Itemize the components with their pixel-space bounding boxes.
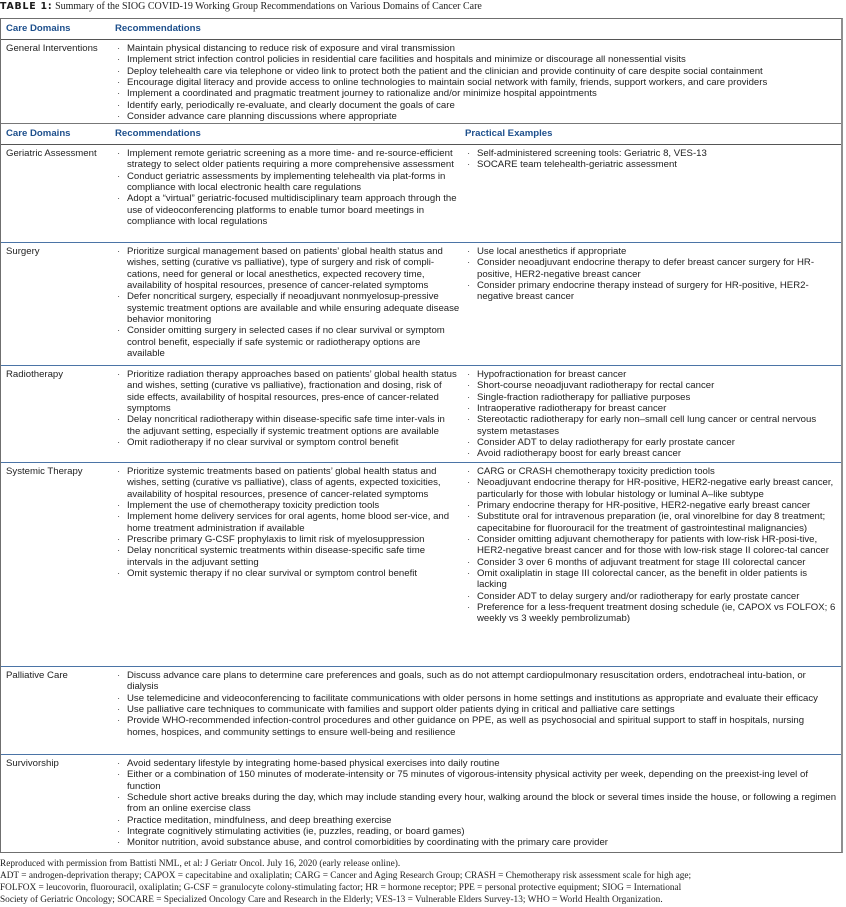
table-row-palliative-care	[1, 666, 841, 754]
table-header-row	[1, 19, 841, 39]
list-item: · Provide WHO-recommended infection-control procedures and other guidance on PPE, as well as psychosocial and spiritual support to staff in hospitals, nursing homes, hospices, and community settings to ensure well-being and resilience	[115, 715, 837, 738]
list-item: · Consider omitting surgery in selected cases if no clear survival or symptom control benefit, especially if safe systemic or radiotherapy options are available	[115, 325, 460, 359]
list-item: · Use local anesthetics if appropriate	[465, 246, 837, 257]
header-practical-examples: Practical Examples	[465, 128, 553, 139]
list-item: · Omit radiotherapy if no clear survival or symptom control benefit	[115, 437, 460, 448]
list-item: · Implement home delivery services for oral agents, home blood ser-vice, and home treatment administration if available	[115, 511, 460, 534]
table-title	[0, 0, 482, 14]
examples-list	[465, 369, 837, 460]
examples-list	[465, 466, 837, 625]
list-item: · Conduct geriatric assessments by implementing telehealth via plat-forms in compliance with local electronic health care regulations	[115, 171, 460, 194]
table-row-geriatric-assessment	[1, 144, 841, 242]
recommendations-list	[115, 466, 460, 579]
table-row-survivorship	[1, 754, 841, 852]
list-item: · Monitor nutrition, avoid substance abuse, and control comorbidities by coordinating with the primary care provider	[115, 837, 837, 848]
examples-list	[465, 246, 837, 303]
recommendations-list	[115, 670, 837, 738]
list-item: · Defer noncritical surgery, especially if neoadjuvant nonmyelosup-pressive systemic treatment options are available and while ensuring adequate disease behavior monitoring	[115, 291, 460, 325]
header-care-domains: Care Domains	[6, 23, 71, 34]
list-item: · Consider 3 over 6 months of adjuvant treatment for stage III colorectal cancer	[465, 557, 837, 568]
list-item: · Adopt a “virtual” geriatric-focused multidisciplinary team approach through the use of videoconferencing platforms to enable tumor board meetings in compliance with local regulations	[115, 193, 460, 227]
list-item: · Prioritize systemic treatments based on patients’ global health status and wishes, setting (curative vs palliative), class of agents, expected toxicities, availability of hospital resources, presence of cancer-related symptoms	[115, 466, 460, 500]
list-item: · Consider ADT to delay surgery and/or radiotherapy for early prostate cancer	[465, 591, 837, 602]
table-row-radiotherapy	[1, 365, 841, 462]
list-item: · Consider advance care planning discussions where appropriate	[115, 111, 837, 122]
table-row-systemic-therapy	[1, 462, 841, 666]
list-item: · Implement strict infection control policies in residential care facilities and hospitals and minimize or discourage all nonessential visits	[115, 54, 837, 65]
list-item: · CARG or CRASH chemotherapy toxicity prediction tools	[465, 466, 837, 477]
recommendations-list	[115, 148, 460, 227]
domain-cell: Geriatric Assessment	[6, 148, 97, 159]
list-item: · Hypofractionation for breast cancer	[465, 369, 837, 380]
footnote-abbreviations: FOLFOX = leucovorin, fluorouracil, oxaliplatin; G-CSF = granulocyte colony-stimulating factor; HR = hormone receptor; PPE = personal protective equipment; SIOG = International	[0, 883, 682, 894]
list-item: · Deploy telehealth care via telephone or video link to protect both the patient and the clinician and provide continuity of care despite social containment	[115, 66, 837, 77]
table-caption: Summary of the SIOG COVID-19 Working Group Recommendations on Various Domains of Cancer Care	[55, 1, 482, 12]
list-item: · Short-course neoadjuvant radiotherapy for rectal cancer	[465, 380, 837, 391]
recommendations-table	[0, 18, 843, 853]
list-item: · Encourage digital literacy and provide access to online technologies to maintain social network with family, friends, support workers, and care providers	[115, 77, 837, 88]
list-item: · Primary endocrine therapy for HR-positive, HER2-negative early breast cancer	[465, 500, 837, 511]
list-item: · Self-administered screening tools: Geriatric 8, VES-13	[465, 148, 837, 159]
list-item: · Stereotactic radiotherapy for early non–small cell lung cancer or central nervous system metastases	[465, 414, 837, 437]
list-item: · Consider ADT to delay radiotherapy for early prostate cancer	[465, 437, 837, 448]
footnote-abbreviations: Society of Geriatric Oncology; SOCARE = Specialized Oncology Care and Research in the Elderly; VES-13 = Vulnerable Elders Survey-13; WHO = World Health Organization.	[0, 895, 663, 906]
list-item: · Delay noncritical systemic treatments within disease-specific safe time intervals in the adjuvant setting	[115, 545, 460, 568]
domain-cell: General Interventions	[6, 43, 98, 54]
list-item: · SOCARE team telehealth-geriatric assessment	[465, 159, 837, 170]
table-header-row-2	[1, 123, 841, 144]
list-item: · Implement the use of chemotherapy toxicity prediction tools	[115, 500, 460, 511]
list-item: · Prioritize surgical management based on patients’ global health status and wishes, setting (curative vs palliative), type of surgery and risk of compli-cations, need for general or local anesthetics, expected recovery time, availability of hospital resources, presence of cancer-related symptoms	[115, 246, 460, 291]
list-item: · Prioritize radiation therapy approaches based on patients’ global health status and wishes, setting (curative vs palliative), fractionation and dosing, risk of side effects, availability of hospital resources, pres-ence of cancer-related symptoms	[115, 369, 460, 414]
header-recommendations: Recommendations	[115, 128, 201, 139]
list-item: · Omit oxaliplatin in stage III colorectal cancer, as the benefit in older patients is lacking	[465, 568, 837, 591]
recommendations-list	[115, 246, 460, 359]
domain-cell: Radiotherapy	[6, 369, 64, 380]
domain-cell: Survivorship	[6, 758, 59, 769]
list-item: · Schedule short active breaks during the day, which may include standing every hour, walking around the block or several times inside the house, or following a regimen from an online exercise class	[115, 792, 837, 815]
list-item: · Avoid radiotherapy boost for early breast cancer	[465, 448, 837, 459]
domain-cell: Surgery	[6, 246, 40, 257]
domain-cell: Systemic Therapy	[6, 466, 83, 477]
list-item: · Preference for a less-frequent treatment dosing schedule (ie, CAPOX vs FOLFOX; 6 weekly vs 3 weekly pembrolizumab)	[465, 602, 837, 625]
list-item: · Delay noncritical radiotherapy within disease-specific safe time inter-vals in the adjuvant setting, especially if systemic treatment options are available	[115, 414, 460, 437]
recommendations-list	[115, 758, 837, 849]
list-item: · Integrate cognitively stimulating activities (ie, puzzles, reading, or board games)	[115, 826, 837, 837]
list-item: · Single-fraction radiotherapy for palliative purposes	[465, 392, 837, 403]
list-item: · Implement remote geriatric screening as a more time- and re-source-efficient strategy to select older patients requiring a more comprehensive assessment	[115, 148, 460, 171]
list-item: · Practice meditation, mindfulness, and deep breathing exercise	[115, 815, 837, 826]
list-item: · Identify early, periodically re-evaluate, and clearly document the goals of care	[115, 100, 837, 111]
domain-cell: Palliative Care	[6, 670, 68, 681]
table-row-general-interventions	[1, 39, 841, 123]
list-item: · Neoadjuvant endocrine therapy for HR-positive, HER2-negative early breast cancer, particularly for those with lobular histology or luminal A–like subtype	[465, 477, 837, 500]
footnote-source: Reproduced with permission from Battisti NML, et al: J Geriatr Oncol. July 16, 2020 (early release online).	[0, 859, 401, 869]
footnote-abbreviations: ADT = androgen-deprivation therapy; CAPOX = capecitabine and oxaliplatin; CARG = Cancer and Aging Research Group; CRASH = Chemotherapy risk assessment scale for high age;	[0, 871, 692, 882]
list-item: · Intraoperative radiotherapy for breast cancer	[465, 403, 837, 414]
list-item: · Maintain physical distancing to reduce risk of exposure and viral transmission	[115, 43, 837, 54]
list-item: · Either or a combination of 150 minutes of moderate-intensity or 75 minutes of vigorous-intensity physical activity per week, depending on the preexist-ing level of function	[115, 769, 837, 792]
list-item: · Avoid sedentary lifestyle by integrating home-based physical exercises into daily routine	[115, 758, 837, 769]
list-item: · Use palliative care techniques to communicate with families and support older patients dying in critical and palliative care settings	[115, 704, 837, 715]
list-item: · Omit systemic therapy if no clear survival or symptom control benefit	[115, 568, 460, 579]
table-row-surgery	[1, 242, 841, 365]
table-label: TABLE 1:	[0, 1, 53, 12]
list-item: · Consider neoadjuvant endocrine therapy to defer breast cancer surgery for HR-positive, HER2-negative breast cancer	[465, 257, 837, 280]
list-item: · Consider primary endocrine therapy instead of surgery for HR-positive, HER2-negative breast cancer	[465, 280, 837, 303]
header-care-domains: Care Domains	[6, 128, 71, 139]
list-item: · Substitute oral for intravenous preparation (ie, oral vinorelbine for day 8 treatment; capecitabine for fluorouracil for the treatment of gastrointestinal malignancies)	[465, 511, 837, 534]
header-recommendations: Recommendations	[115, 23, 201, 34]
recommendations-list	[115, 369, 460, 448]
examples-list	[465, 148, 837, 171]
list-item: · Consider omitting adjuvant chemotherapy for patients with low-risk HR-posi-tive, HER2-negative breast cancer and for those with low-risk stage II colorec-tal cancer	[465, 534, 837, 557]
list-item: · Implement a coordinated and pragmatic treatment journey to rationalize and/or minimize hospital appointments	[115, 88, 837, 99]
recommendations-list	[115, 43, 837, 122]
list-item: · Discuss advance care plans to determine care preferences and goals, such as do not attempt cardiopulmonary resuscitation orders, endotracheal intu-bation, or dialysis	[115, 670, 837, 693]
list-item: · Prescribe primary G-CSF prophylaxis to limit risk of myelosuppression	[115, 534, 460, 545]
table-footnotes	[0, 858, 846, 906]
list-item: · Use telemedicine and videoconferencing to facilitate communications with older persons in home settings and institutions as appropriate and evaluate their efficacy	[115, 693, 837, 704]
